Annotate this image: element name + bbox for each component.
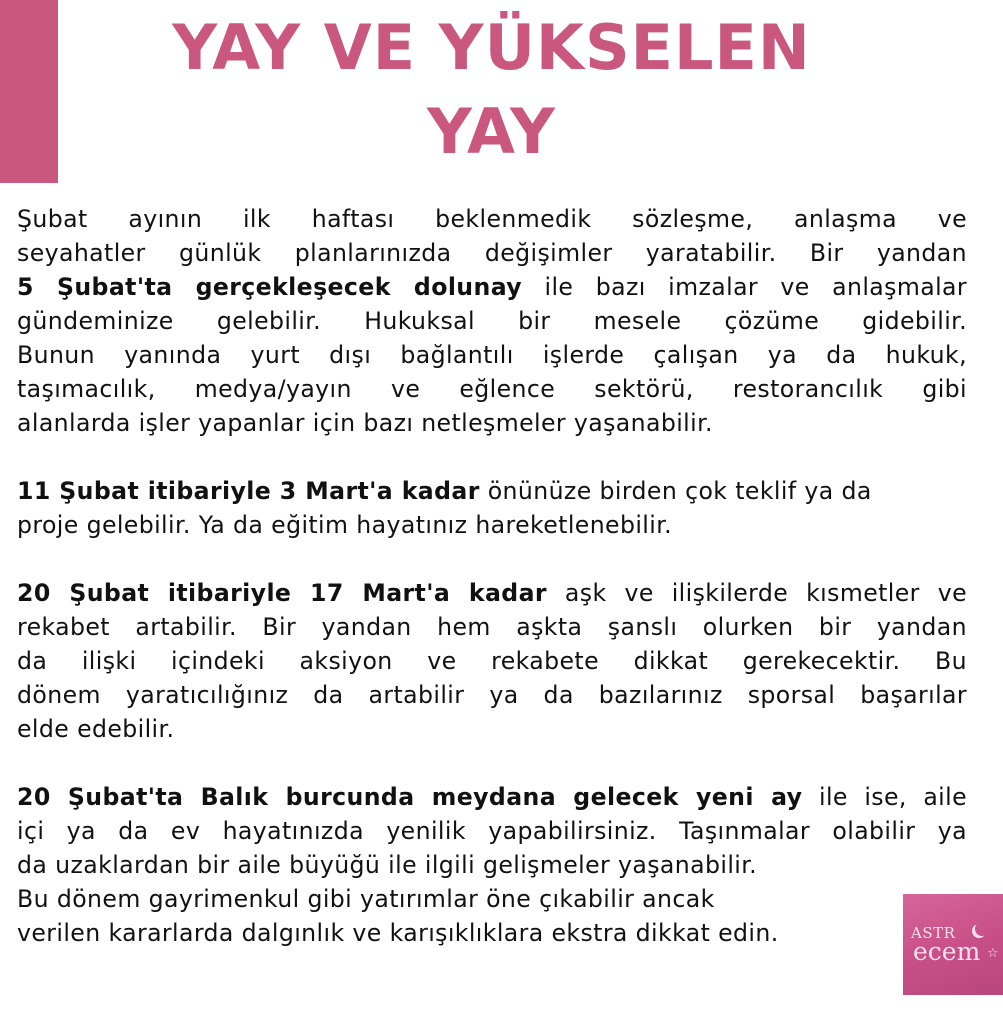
text-fragment: ile bazı imzalar ve anlaşmalar: [544, 273, 967, 301]
text-line: içi ya da ev hayatınızda yenilik yapabilirsiniz. Taşınmalar olabilir ya: [17, 817, 967, 845]
paragraph-4: [17, 780, 967, 950]
title-line-1: YAY VE YÜKSELEN: [172, 11, 811, 84]
bold-date-phrase: 5 Şubat'ta gerçekleşecek dolunay: [17, 273, 523, 301]
text-line: alanlarda işler yapanlar için bazı netleşmeler yaşanabilir.: [17, 409, 713, 437]
text-line: gündeminize gelebilir. Hukuksal bir mesele çözüme gidebilir.: [17, 307, 967, 335]
text-line: proje gelebilir. Ya da eğitim hayatınız hareketlenebilir.: [17, 511, 673, 539]
text-line: da uzaklardan bir aile büyüğü ile ilgili gelişmeler yaşanabilir.: [17, 851, 758, 879]
text-fragment: önünüze birden çok teklif ya da: [487, 477, 872, 505]
article-body: [17, 202, 967, 950]
text-line: dönem yaratıcılığınız da artabilir ya da bazılarınız sporsal başarılar: [17, 681, 967, 709]
text-line: Bu dönem gayrimenkul gibi yatırımlar öne çıkabilir ancak: [17, 885, 715, 913]
crescent-moon-icon: [975, 922, 989, 936]
text-fragment: aşk ve ilişkilerde kısmetler ve: [564, 579, 967, 607]
page-title: [80, 6, 903, 174]
text-line: rekabet artabilir. Bir yandan hem aşkta şanslı olurken bir yandan: [17, 613, 967, 641]
logo-bottom-text: ecem: [913, 937, 981, 966]
text-line: Şubat ayının ilk haftası beklenmedik sözleşme, anlaşma ve: [17, 205, 967, 233]
text-line: taşımacılık, medya/yayın ve eğlence sektörü, restorancılık gibi: [17, 375, 967, 403]
text-line: [17, 474, 967, 508]
accent-bar: [0, 0, 58, 183]
text-line: da ilişki içindeki aksiyon ve rekabete dikkat gerekecektir. Bu: [17, 647, 967, 675]
text-fragment: ile ise, aile: [818, 783, 967, 811]
text-line: elde edebilir.: [17, 715, 175, 743]
text-line: seyahatler günlük planlarınızda değişimler yaratabilir. Bir yandan: [17, 239, 967, 267]
text-line: [17, 780, 967, 814]
paragraph-1: [17, 202, 967, 440]
paragraph-3: [17, 576, 967, 746]
text-line: Bunun yanında yurt dışı bağlantılı işlerde çalışan ya da hukuk,: [17, 341, 967, 369]
bold-date-phrase: 20 Şubat'ta Balık burcunda meydana gelecek yeni ay: [17, 783, 803, 811]
text-line: [17, 576, 967, 610]
star-icon: ☆: [987, 946, 999, 961]
bold-date-phrase: 20 Şubat itibariyle 17 Mart'a kadar: [17, 579, 547, 607]
paragraph-2: [17, 474, 967, 542]
text-line: [17, 270, 967, 304]
bold-date-phrase: 11 Şubat itibariyle 3 Mart'a kadar: [17, 477, 480, 505]
title-line-2: YAY: [427, 95, 556, 168]
logo-top-text: ASTR: [911, 924, 956, 942]
text-line: verilen kararlarda dalgınlık ve karışıklıklara ekstra dikkat edin.: [17, 919, 779, 947]
astroecem-logo: [903, 894, 1003, 995]
